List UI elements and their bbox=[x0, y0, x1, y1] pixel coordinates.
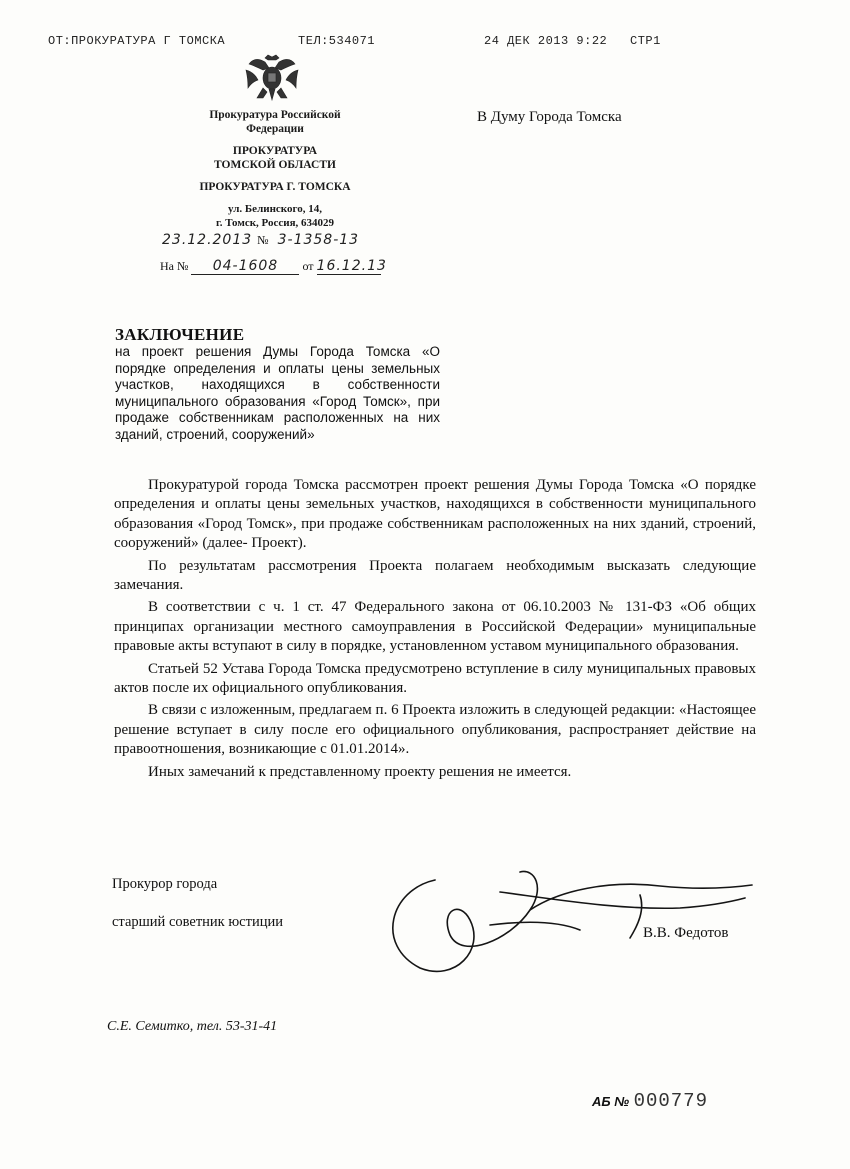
org-line: Прокуратура Российской bbox=[209, 109, 341, 121]
body-paragraph: Статьей 52 Устава Города Томска предусмотрено вступление в силу муниципальных правовых актов после их официального опубликования. bbox=[114, 660, 756, 697]
in-reply-from-label: от bbox=[302, 259, 314, 273]
body-paragraph: В связи с изложенным, предлагаем п. 6 Проекта изложить в следующей редакции: «Настоящее решение вступает в силу после его официального опубликования, распространяет действие на правоотношения, возникающие с 01.01.2014». bbox=[114, 702, 756, 758]
fax-phone: ТЕЛ:534071 bbox=[298, 34, 376, 48]
body-paragraph: В соответствии с ч. 1 ст. 47 Федерального закона от 06.10.2003 № 131-ФЗ «Об общих принципах организации местного самоуправления в Российской Федерации» муниципальные правовые акты вступают в силу в порядке, установленном уставом муниципального образования. bbox=[114, 599, 756, 655]
double-headed-eagle-icon bbox=[243, 54, 301, 102]
fax-from: ОТ:ПРОКУРАТУРА Г ТОМСКА bbox=[48, 34, 226, 48]
in-reply-registration bbox=[160, 258, 387, 275]
executor-contact: С.Е. Семитко, тел. 53-31-41 bbox=[107, 1019, 278, 1034]
org-line: ПРОКУРАТУРА Г. ТОМСКА bbox=[199, 181, 351, 193]
signer-name: В.В. Федотов bbox=[643, 925, 729, 941]
signer-position-line1: Прокурор города bbox=[112, 876, 218, 892]
fax-datetime: 24 ДЕК 2013 9:22 bbox=[484, 34, 608, 48]
body-paragraph: Иных замечаний к представленному проекту решения не имеется. bbox=[148, 763, 572, 780]
org-line: Федерации bbox=[246, 123, 304, 135]
outgoing-date: 23.12.2013 bbox=[162, 232, 253, 248]
org-address-line: г. Томск, Россия, 634029 bbox=[215, 217, 335, 229]
serial-number: 000779 bbox=[633, 1090, 708, 1112]
addressee: В Думу Города Томска bbox=[477, 109, 622, 125]
outgoing-number: 3-1358-13 bbox=[277, 232, 360, 248]
body-paragraph: Прокуратурой города Томска рассмотрен проект решения Думы Города Томска «О порядке определения и оплаты цены земельных участков, находящихся в собственности муниципального образования «Город Томск», при продаже собственникам расположенных на них зданий, строений, сооружений» (далее- Проект). bbox=[114, 477, 756, 552]
org-address-line: ул. Белинского, 14, bbox=[228, 203, 322, 215]
in-reply-label: На № bbox=[160, 259, 189, 273]
in-reply-number: 04-1608 bbox=[191, 258, 299, 275]
form-serial-number bbox=[592, 1090, 708, 1112]
org-line: ПРОКУРАТУРА bbox=[232, 145, 318, 157]
signer-position-line2: старший советник юстиции bbox=[112, 914, 283, 930]
outgoing-registration bbox=[162, 232, 359, 248]
org-line: ТОМСКОЙ ОБЛАСТИ bbox=[214, 159, 336, 171]
document-title: ЗАКЛЮЧЕНИЕ bbox=[115, 325, 245, 344]
fax-page: СТР1 bbox=[630, 34, 661, 48]
outgoing-no-label: № bbox=[257, 233, 269, 247]
body-paragraph: По результатам рассмотрения Проекта полагаем необходимым высказать следующие замечания. bbox=[114, 557, 756, 594]
serial-prefix: АБ № bbox=[592, 1094, 630, 1109]
document-subtitle: на проект решения Думы Города Томска «О порядке определения и оплаты цены земельных участков, находящихся в собственности муниципального образования «Город Томск», при продаже собственникам расположенных на них зданий, строений, сооружений» bbox=[115, 344, 440, 442]
org-letterhead bbox=[150, 108, 400, 230]
handwritten-signature bbox=[380, 850, 760, 980]
title-block bbox=[115, 326, 440, 443]
document-body bbox=[114, 476, 756, 785]
in-reply-date: 16.12.13 bbox=[316, 258, 387, 274]
